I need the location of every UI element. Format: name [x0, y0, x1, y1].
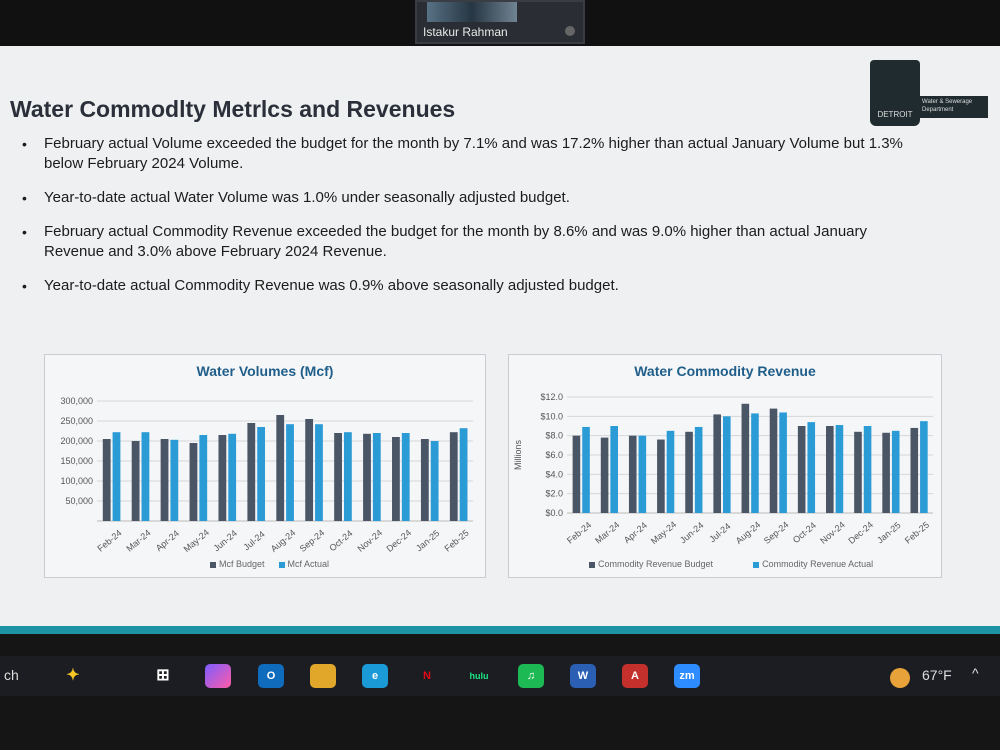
bar-actual	[723, 416, 731, 513]
bar-actual	[286, 424, 294, 521]
spotify-icon[interactable]: ♫	[518, 664, 544, 688]
dwsd-logo	[858, 60, 988, 130]
y-tick-label: $10.0	[540, 411, 563, 422]
slide-footer-band	[0, 626, 1000, 634]
x-tick-label: Apr-24	[153, 528, 181, 554]
bar-budget	[190, 443, 198, 521]
bar-actual	[199, 435, 207, 521]
bar-budget	[854, 432, 862, 513]
bullet-dot-icon: •	[22, 190, 27, 206]
bar-actual	[779, 412, 787, 513]
bar-budget	[247, 423, 255, 521]
weather-icon[interactable]	[890, 668, 910, 688]
x-tick-label: Nov-24	[818, 519, 847, 546]
bar-budget	[910, 428, 918, 513]
bullet-text: February actual Volume exceeded the budget for the month by 7.1% and was 17.2% higher than actual January Volume but 1.3% below February 2024 Volume.	[44, 135, 903, 172]
x-tick-label: Feb-25	[902, 519, 932, 546]
bullet-dot-icon: •	[22, 278, 27, 294]
legend-item	[210, 559, 265, 569]
bullet-dot-icon: •	[22, 224, 27, 240]
bar-actual	[460, 428, 468, 521]
legend-label: Mcf Actual	[287, 559, 330, 569]
bar-actual	[170, 440, 178, 521]
bullet-text: Year-to-date actual Water Volume was 1.0% under seasonally adjusted budget.	[44, 189, 570, 206]
chart-legend	[210, 559, 329, 569]
legend-item	[589, 559, 713, 569]
bar-actual	[373, 433, 381, 521]
zoom-top-bar	[0, 0, 1000, 46]
x-tick-label: Aug-24	[268, 527, 298, 554]
commodity-revenue-plot	[509, 355, 941, 577]
taskbar-search-text[interactable]: ch	[4, 667, 19, 683]
legend-label: Commodity Revenue Actual	[762, 559, 874, 569]
legend-label: Mcf Budget	[219, 559, 265, 569]
bar-actual	[582, 427, 590, 513]
bar-budget	[132, 441, 140, 521]
x-tick-label: Sep-24	[761, 519, 791, 546]
windows-taskbar	[0, 656, 1000, 696]
x-tick-label: Feb-24	[565, 519, 594, 546]
bar-budget	[629, 436, 637, 513]
water-volumes-chart	[44, 354, 486, 578]
bar-actual	[402, 433, 410, 521]
bar-budget	[826, 426, 834, 513]
bar-budget	[276, 415, 284, 521]
bar-actual	[610, 426, 618, 513]
y-tick-label: $2.0	[545, 488, 563, 499]
bar-budget	[218, 435, 226, 521]
bullet-item	[18, 134, 918, 174]
bar-budget	[161, 439, 169, 521]
outlook-icon[interactable]: O	[258, 664, 284, 688]
x-tick-label: Apr-24	[621, 520, 650, 546]
bullet-list	[18, 134, 918, 310]
bar-actual	[920, 421, 928, 513]
bar-budget	[392, 437, 400, 521]
y-tick-label: 200,000	[60, 436, 93, 446]
bar-actual	[113, 432, 121, 521]
y-axis-title: Millions	[513, 439, 523, 471]
netflix-icon[interactable]: N	[414, 664, 440, 688]
bar-actual	[228, 434, 236, 521]
commodity-revenue-chart	[508, 354, 942, 578]
bullet-text: February actual Commodity Revenue exceeded the budget for the month by 8.6% and was 9.0% higher than actual January Revenue and 3.0% above February 2024 Revenue.	[44, 223, 867, 260]
chart-legend	[589, 559, 873, 569]
x-tick-label: Oct-24	[327, 528, 355, 554]
y-tick-label: $8.0	[545, 430, 563, 441]
y-tick-label: 100,000	[60, 476, 93, 486]
hulu-icon[interactable]: hulu	[466, 664, 492, 688]
copilot-app-icon[interactable]	[205, 664, 231, 688]
slide-title: Water Commodlty Metrlcs and Revenues	[10, 96, 456, 122]
y-tick-label: 300,000	[60, 396, 93, 406]
bar-budget	[363, 434, 371, 521]
bar-budget	[657, 440, 665, 513]
bar-budget	[305, 419, 313, 521]
bullet-dot-icon: •	[22, 136, 27, 152]
x-tick-label: May-24	[648, 519, 679, 547]
file-explorer-icon[interactable]	[310, 664, 336, 688]
bar-actual	[807, 422, 815, 513]
x-tick-label: Oct-24	[790, 520, 818, 546]
bar-budget	[685, 432, 693, 513]
x-tick-label: Jun-24	[211, 528, 239, 554]
x-tick-label: Jul-24	[241, 528, 267, 553]
legend-item	[279, 559, 330, 569]
microphone-icon	[565, 26, 575, 36]
x-tick-label: Feb-24	[95, 527, 124, 554]
bar-actual	[864, 426, 872, 513]
copilot-sparkle-icon[interactable]: ✦	[66, 667, 80, 684]
bar-budget	[601, 438, 609, 513]
temperature-text[interactable]: 67°F	[922, 667, 952, 683]
bar-budget	[421, 439, 429, 521]
bar-actual	[344, 432, 352, 521]
y-tick-label: $12.0	[540, 392, 563, 402]
x-tick-label: Jun-24	[678, 520, 706, 546]
chart-title: Water Commodity Revenue	[634, 363, 816, 379]
x-tick-label: Dec-24	[846, 519, 876, 546]
x-tick-label: Mar-24	[593, 519, 622, 546]
x-tick-label: Aug-24	[733, 519, 763, 546]
participant-video	[427, 2, 517, 22]
x-tick-label: Sep-24	[297, 527, 327, 554]
x-tick-label: May-24	[181, 527, 212, 555]
bar-budget	[882, 433, 890, 513]
y-tick-label: $6.0	[545, 450, 563, 460]
logo-badge-text: DETROIT	[877, 110, 913, 119]
bar-actual	[257, 427, 265, 521]
x-tick-label: Jul-24	[707, 520, 733, 545]
y-tick-label: 150,000	[60, 456, 93, 466]
task-view-icon[interactable]: ⊞	[156, 667, 170, 684]
bar-budget	[334, 433, 342, 521]
edge-icon[interactable]: e	[362, 664, 388, 688]
bar-budget	[713, 414, 721, 513]
bullet-item	[18, 222, 918, 262]
bar-budget	[573, 436, 581, 513]
bar-budget	[770, 409, 778, 513]
bar-actual	[667, 431, 675, 513]
bar-actual	[836, 425, 844, 513]
bar-budget	[798, 426, 806, 513]
bar-actual	[751, 413, 759, 513]
bar-budget	[450, 432, 458, 521]
bullet-item	[18, 188, 918, 208]
x-tick-label: Nov-24	[355, 527, 385, 554]
y-tick-label: 250,000	[60, 416, 93, 426]
x-tick-label: Jan-25	[875, 520, 903, 546]
bar-actual	[892, 431, 900, 513]
x-tick-label: Jan-25	[413, 528, 442, 554]
y-tick-label: $0.0	[545, 508, 563, 518]
legend-label: Commodity Revenue Budget	[598, 559, 714, 569]
water-volumes-plot	[45, 355, 485, 577]
bar-actual	[639, 436, 647, 513]
x-tick-label: Dec-24	[384, 527, 414, 554]
participant-name: Istakur Rahman	[423, 25, 508, 39]
bar-actual	[431, 441, 439, 521]
bar-actual	[315, 424, 323, 521]
legend-item	[753, 559, 873, 569]
x-tick-label: Feb-25	[442, 527, 471, 554]
bullet-text: Year-to-date actual Commodity Revenue was 0.9% above seasonally adjusted budget.	[44, 277, 619, 294]
x-tick-label: Mar-24	[124, 527, 153, 554]
logo-department-text: Water & Sewerage Department	[918, 96, 988, 118]
participant-video-tile[interactable]	[415, 0, 585, 44]
bar-budget	[742, 404, 750, 513]
chevron-up-icon[interactable]: ^	[972, 665, 979, 681]
acrobat-icon[interactable]: A	[622, 664, 648, 688]
bar-actual	[695, 427, 703, 513]
bar-actual	[142, 432, 150, 521]
bullet-item	[18, 276, 918, 296]
word-icon[interactable]: W	[570, 664, 596, 688]
zoom-icon[interactable]: zm	[674, 664, 700, 688]
y-tick-label: 50,000	[65, 496, 93, 506]
y-tick-label: $4.0	[545, 469, 563, 480]
bar-budget	[103, 439, 111, 521]
chart-title: Water Volumes (Mcf)	[196, 363, 334, 379]
presentation-slide	[0, 46, 1000, 634]
